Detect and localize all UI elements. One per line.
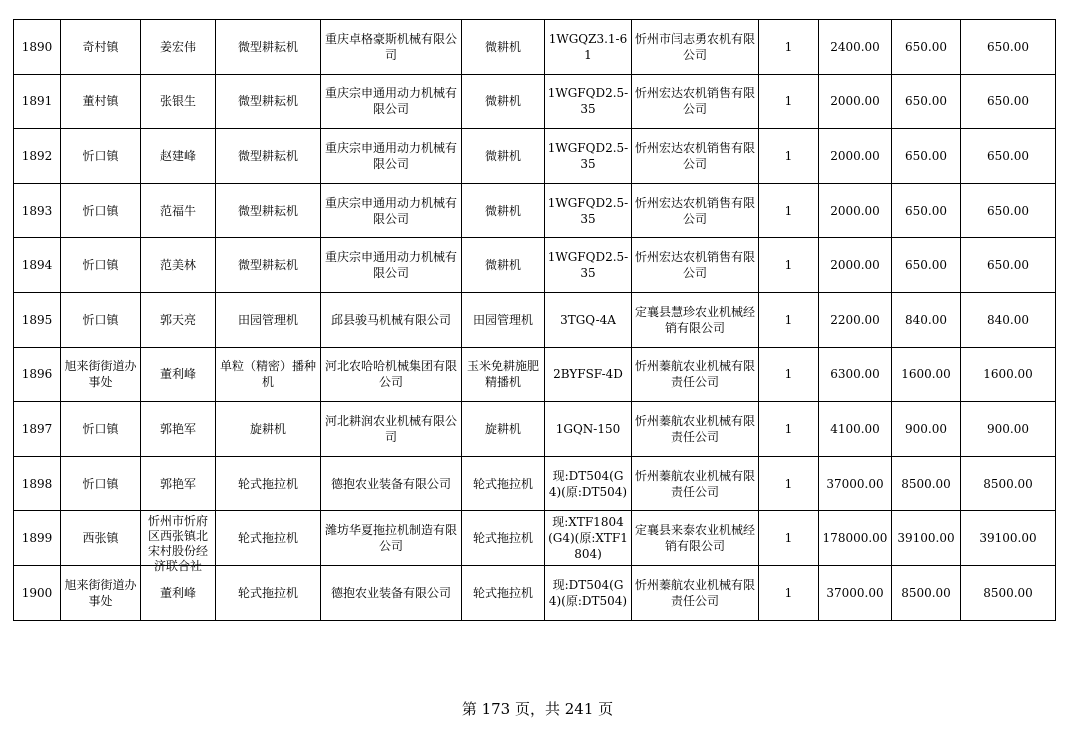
- cell-manufacturer: 邱县骏马机械有限公司: [321, 292, 462, 347]
- cell-buyer: 郭艳军: [141, 456, 216, 511]
- table-row: [14, 347, 1056, 402]
- cell-subsidy-total: 650.00: [892, 74, 961, 129]
- cell-dealer: 忻州蓁航农业机械有限责任公司: [632, 347, 759, 402]
- cell-seq: 1898: [14, 456, 61, 511]
- cell-product-name: 微耕机: [462, 20, 545, 75]
- cell-product-name: 田园管理机: [462, 292, 545, 347]
- table-row: [14, 20, 1056, 75]
- page-footer: 第 173 页，共 241 页: [461, 700, 614, 718]
- cell-manufacturer: 河北耕润农业机械有限公司: [321, 402, 462, 457]
- cell-buyer: 赵建峰: [141, 129, 216, 184]
- cell-dealer: 忻州宏达农机销售有限公司: [632, 238, 759, 293]
- cell-product-name: 轮式拖拉机: [462, 511, 545, 566]
- cell-dealer: 忻州宏达农机销售有限公司: [632, 129, 759, 184]
- cell-manufacturer: 重庆宗申通用动力机械有限公司: [321, 74, 462, 129]
- cell-buyer: 张银生: [141, 74, 216, 129]
- table-row: [14, 402, 1056, 457]
- cell-product-name: 玉米免耕施肥精播机: [462, 347, 545, 402]
- cell-subsidy-central: 650.00: [961, 74, 1056, 129]
- cell-subsidy-central: 650.00: [961, 238, 1056, 293]
- cell-category: 旋耕机: [216, 402, 321, 457]
- cell-category: 轮式拖拉机: [216, 511, 321, 566]
- cell-buyer: 董利峰: [141, 565, 216, 620]
- cell-subsidy-total: 8500.00: [892, 456, 961, 511]
- cell-manufacturer: 重庆卓格豪斯机械有限公司: [321, 20, 462, 75]
- cell-subsidy-total: 1600.00: [892, 347, 961, 402]
- subsidy-table: [13, 19, 1056, 621]
- cell-subsidy-total: 650.00: [892, 20, 961, 75]
- cell-model: 1WGFQD2.5-35: [545, 129, 632, 184]
- cell-manufacturer: 河北农哈哈机械集团有限公司: [321, 347, 462, 402]
- cell-seq: 1895: [14, 292, 61, 347]
- cell-sale-price: 2000.00: [819, 238, 892, 293]
- cell-manufacturer: 德抱农业装备有限公司: [321, 456, 462, 511]
- cell-seq: 1894: [14, 238, 61, 293]
- cell-model: 现:DT504(G4)(原:DT504): [545, 456, 632, 511]
- cell-qty: 1: [759, 511, 819, 566]
- cell-dealer: 忻州蓁航农业机械有限责任公司: [632, 456, 759, 511]
- cell-seq: 1890: [14, 20, 61, 75]
- cell-subsidy-total: 39100.00: [892, 511, 961, 566]
- cell-seq: 1891: [14, 74, 61, 129]
- cell-category: 微型耕耘机: [216, 238, 321, 293]
- cell-seq: 1893: [14, 183, 61, 238]
- cell-sale-price: 2400.00: [819, 20, 892, 75]
- cell-subsidy-total: 650.00: [892, 183, 961, 238]
- cell-sale-price: 178000.00: [819, 511, 892, 566]
- cell-qty: 1: [759, 74, 819, 129]
- cell-subsidy-central: 8500.00: [961, 456, 1056, 511]
- cell-qty: 1: [759, 565, 819, 620]
- cell-subsidy-total: 650.00: [892, 129, 961, 184]
- table-row: [14, 238, 1056, 293]
- cell-buyer: [141, 511, 216, 574]
- cell-category: 轮式拖拉机: [216, 456, 321, 511]
- cell-buyer: 郭艳军: [141, 402, 216, 457]
- cell-town: 董村镇: [61, 74, 141, 129]
- cell-seq: 1900: [14, 565, 61, 620]
- cell-buyer: 董利峰: [141, 347, 216, 402]
- cell-dealer: 忻州蓁航农业机械有限责任公司: [632, 402, 759, 457]
- cell-model: 现:DT504(G4)(原:DT504): [545, 565, 632, 620]
- cell-sale-price: 2000.00: [819, 74, 892, 129]
- cell-category: 微型耕耘机: [216, 183, 321, 238]
- table-row: [14, 74, 1056, 129]
- cell-manufacturer: 潍坊华夏拖拉机制造有限公司: [321, 511, 462, 566]
- cell-product-name: 微耕机: [462, 238, 545, 293]
- cell-town: 忻口镇: [61, 129, 141, 184]
- cell-manufacturer: 重庆宗申通用动力机械有限公司: [321, 183, 462, 238]
- cell-product-name: 轮式拖拉机: [462, 456, 545, 511]
- table-row: [14, 511, 1056, 566]
- cell-manufacturer: 重庆宗申通用动力机械有限公司: [321, 129, 462, 184]
- cell-sale-price: 2200.00: [819, 292, 892, 347]
- cell-seq: 1892: [14, 129, 61, 184]
- cell-buyer-text: 忻州市忻府区西张镇北宋村股份经济联合社: [147, 514, 208, 574]
- cell-subsidy-central: 840.00: [961, 292, 1056, 347]
- cell-subsidy-central: 900.00: [961, 402, 1056, 457]
- cell-qty: 1: [759, 456, 819, 511]
- cell-subsidy-central: 8500.00: [961, 565, 1056, 620]
- cell-product-name: 微耕机: [462, 74, 545, 129]
- table-row: [14, 183, 1056, 238]
- cell-qty: 1: [759, 20, 819, 75]
- cell-product-name: 轮式拖拉机: [462, 565, 545, 620]
- cell-dealer: 忻州宏达农机销售有限公司: [632, 183, 759, 238]
- cell-buyer: 郭天亮: [141, 292, 216, 347]
- cell-model: 1WGQZ3.1-61: [545, 20, 632, 75]
- cell-product-name: 旋耕机: [462, 402, 545, 457]
- cell-subsidy-central: 650.00: [961, 129, 1056, 184]
- cell-town: 忻口镇: [61, 183, 141, 238]
- table-body: [14, 20, 1056, 621]
- cell-town: 旭来街街道办事处: [61, 565, 141, 620]
- cell-town: 忻口镇: [61, 456, 141, 511]
- cell-qty: 1: [759, 238, 819, 293]
- cell-subsidy-central: 1600.00: [961, 347, 1056, 402]
- cell-qty: 1: [759, 347, 819, 402]
- table-row: [14, 129, 1056, 184]
- cell-sale-price: 4100.00: [819, 402, 892, 457]
- cell-product-name: 微耕机: [462, 129, 545, 184]
- cell-model: 3TGQ-4A: [545, 292, 632, 347]
- cell-model: 1GQN-150: [545, 402, 632, 457]
- cell-category: 轮式拖拉机: [216, 565, 321, 620]
- cell-category: 田园管理机: [216, 292, 321, 347]
- cell-subsidy-central: 650.00: [961, 183, 1056, 238]
- cell-buyer: 姜宏伟: [141, 20, 216, 75]
- table-row: [14, 456, 1056, 511]
- cell-model: 1WGFQD2.5-35: [545, 74, 632, 129]
- cell-dealer: 忻州蓁航农业机械有限责任公司: [632, 565, 759, 620]
- cell-qty: 1: [759, 183, 819, 238]
- cell-model: 1WGFQD2.5-35: [545, 183, 632, 238]
- cell-category: 单粒（精密）播种机: [216, 347, 321, 402]
- cell-qty: 1: [759, 129, 819, 184]
- cell-subsidy-total: 8500.00: [892, 565, 961, 620]
- cell-town: 旭来街街道办事处: [61, 347, 141, 402]
- cell-sale-price: 37000.00: [819, 565, 892, 620]
- table-row: [14, 292, 1056, 347]
- cell-model: 现:XTF1804(G4)(原:XTF1804): [545, 511, 632, 566]
- cell-qty: 1: [759, 292, 819, 347]
- cell-subsidy-total: 650.00: [892, 238, 961, 293]
- cell-qty: 1: [759, 402, 819, 457]
- cell-subsidy-central: 39100.00: [961, 511, 1056, 566]
- cell-sale-price: 6300.00: [819, 347, 892, 402]
- cell-town: 忻口镇: [61, 402, 141, 457]
- cell-town: 忻口镇: [61, 238, 141, 293]
- cell-model: 2BYFSF-4D: [545, 347, 632, 402]
- cell-model: 1WGFQD2.5-35: [545, 238, 632, 293]
- cell-town: 西张镇: [61, 511, 141, 566]
- cell-subsidy-total: 840.00: [892, 292, 961, 347]
- cell-subsidy-total: 900.00: [892, 402, 961, 457]
- cell-seq: 1896: [14, 347, 61, 402]
- cell-subsidy-central: 650.00: [961, 20, 1056, 75]
- cell-category: 微型耕耘机: [216, 129, 321, 184]
- cell-category: 微型耕耘机: [216, 74, 321, 129]
- cell-buyer: 范福牛: [141, 183, 216, 238]
- cell-dealer: 定襄县慧珍农业机械经销有限公司: [632, 292, 759, 347]
- cell-sale-price: 2000.00: [819, 129, 892, 184]
- cell-buyer: 范美林: [141, 238, 216, 293]
- cell-manufacturer: 重庆宗申通用动力机械有限公司: [321, 238, 462, 293]
- cell-dealer: 忻州市闫志勇农机有限公司: [632, 20, 759, 75]
- cell-seq: 1899: [14, 511, 61, 566]
- cell-product-name: 微耕机: [462, 183, 545, 238]
- cell-manufacturer: 德抱农业装备有限公司: [321, 565, 462, 620]
- cell-seq: 1897: [14, 402, 61, 457]
- cell-sale-price: 2000.00: [819, 183, 892, 238]
- cell-category: 微型耕耘机: [216, 20, 321, 75]
- cell-dealer: 忻州宏达农机销售有限公司: [632, 74, 759, 129]
- cell-dealer: 定襄县来泰农业机械经销有限公司: [632, 511, 759, 566]
- cell-town: 忻口镇: [61, 292, 141, 347]
- cell-town: 奇村镇: [61, 20, 141, 75]
- cell-sale-price: 37000.00: [819, 456, 892, 511]
